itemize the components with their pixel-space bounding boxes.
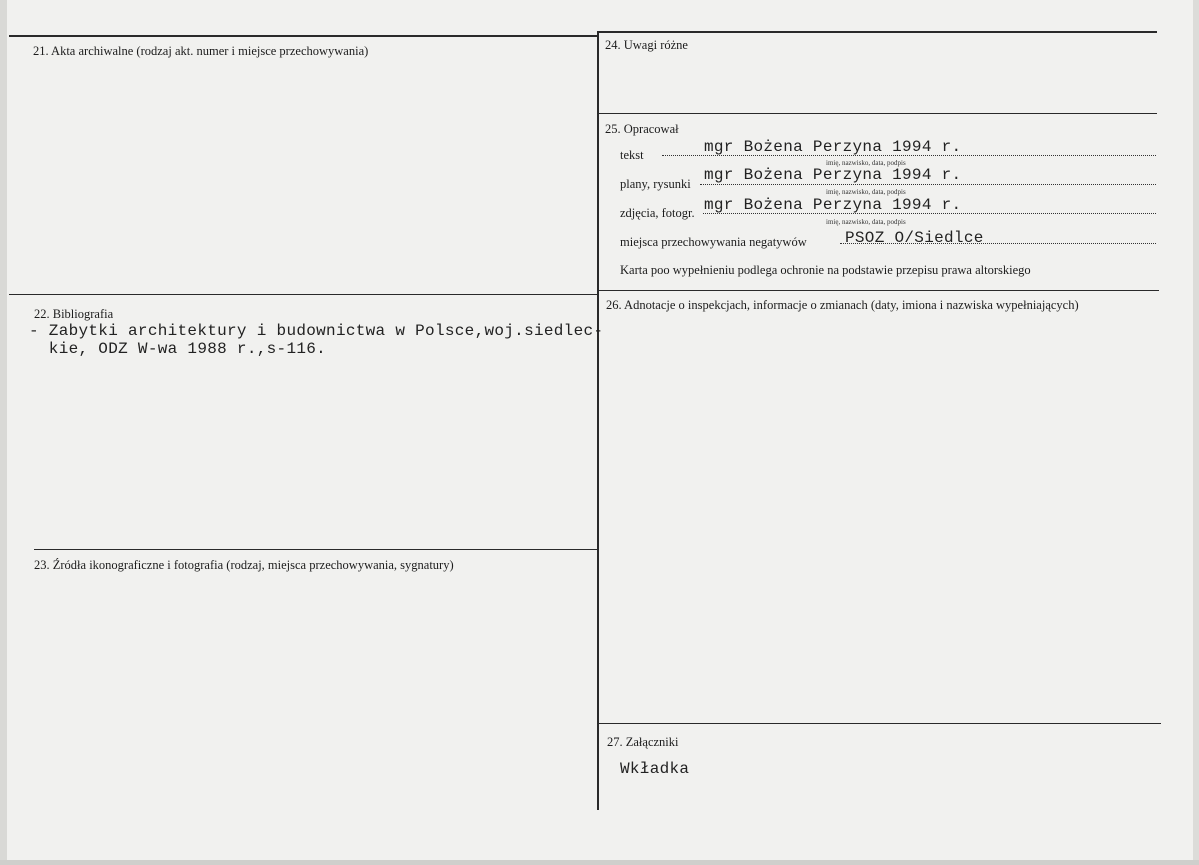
rule-25-26 [597,290,1159,291]
rule-21-22 [9,294,598,295]
drawings-author-value: mgr Bożena Perzyna 1994 r. [704,166,962,184]
rule-26-27 [597,723,1161,724]
copyright-note: Karta poo wypełnieniu podlega ochronie na podstawie przepisu prawa altorskiego [620,263,1031,277]
bibliography-line-1: - Zabytki architektury i budownictwa w Polsce,woj.siedlec- [29,322,604,340]
section-23-label: 23. Źródła ikonograficzne i fotografia (rodzaj, miejsca przechowywania, sygnatury) [34,558,454,572]
bibliography-line-2: kie, ODZ W-wa 1988 r.,s-116. [29,340,327,358]
drawings-author-label: plany, rysunki [620,177,691,191]
rule-24-25 [597,113,1157,114]
section-24-label: 24. Uwagi różne [605,38,688,52]
text-author-value: mgr Bożena Perzyna 1994 r. [704,138,962,156]
drawings-author-caption: imię, nazwisko, data, podpis [826,188,906,196]
photos-author-value: mgr Bożena Perzyna 1994 r. [704,196,962,214]
negatives-location-label: miejsca przechowywania negatywów [620,235,807,249]
section-27-label: 27. Załączniki [607,735,679,749]
photos-author-caption: imię, nazwisko, data, podpis [826,218,906,226]
section-21-label: 21. Akta archiwalne (rodzaj akt. numer i miejsce przechowywania) [33,44,369,58]
text-author-caption: imię, nazwisko, data, podpis [826,159,906,167]
card-right-edge [1193,0,1199,865]
section-22-label: 22. Bibliografia [34,307,114,321]
rule-22-23 [34,549,598,550]
section-25-label: 25. Opracował [605,122,679,136]
rule-vertical-divider [597,32,599,810]
photos-author-label: zdjęcia, fotogr. [620,206,695,220]
card-left-edge [0,0,7,865]
section-26-label: 26. Adnotacje o inspekcjach, informacje o zmianach (daty, imiona i nazwiska wypełniających) [606,298,1079,312]
attachments-value: Wkładka [620,760,690,778]
text-author-label: tekst [620,148,644,162]
rule-top-right [597,31,1157,33]
card-bottom-edge [0,860,1199,865]
rule-top-left [9,35,598,37]
drawings-author-dotted-line [700,184,1156,185]
negatives-location-value: PSOZ O/Siedlce [845,229,984,247]
